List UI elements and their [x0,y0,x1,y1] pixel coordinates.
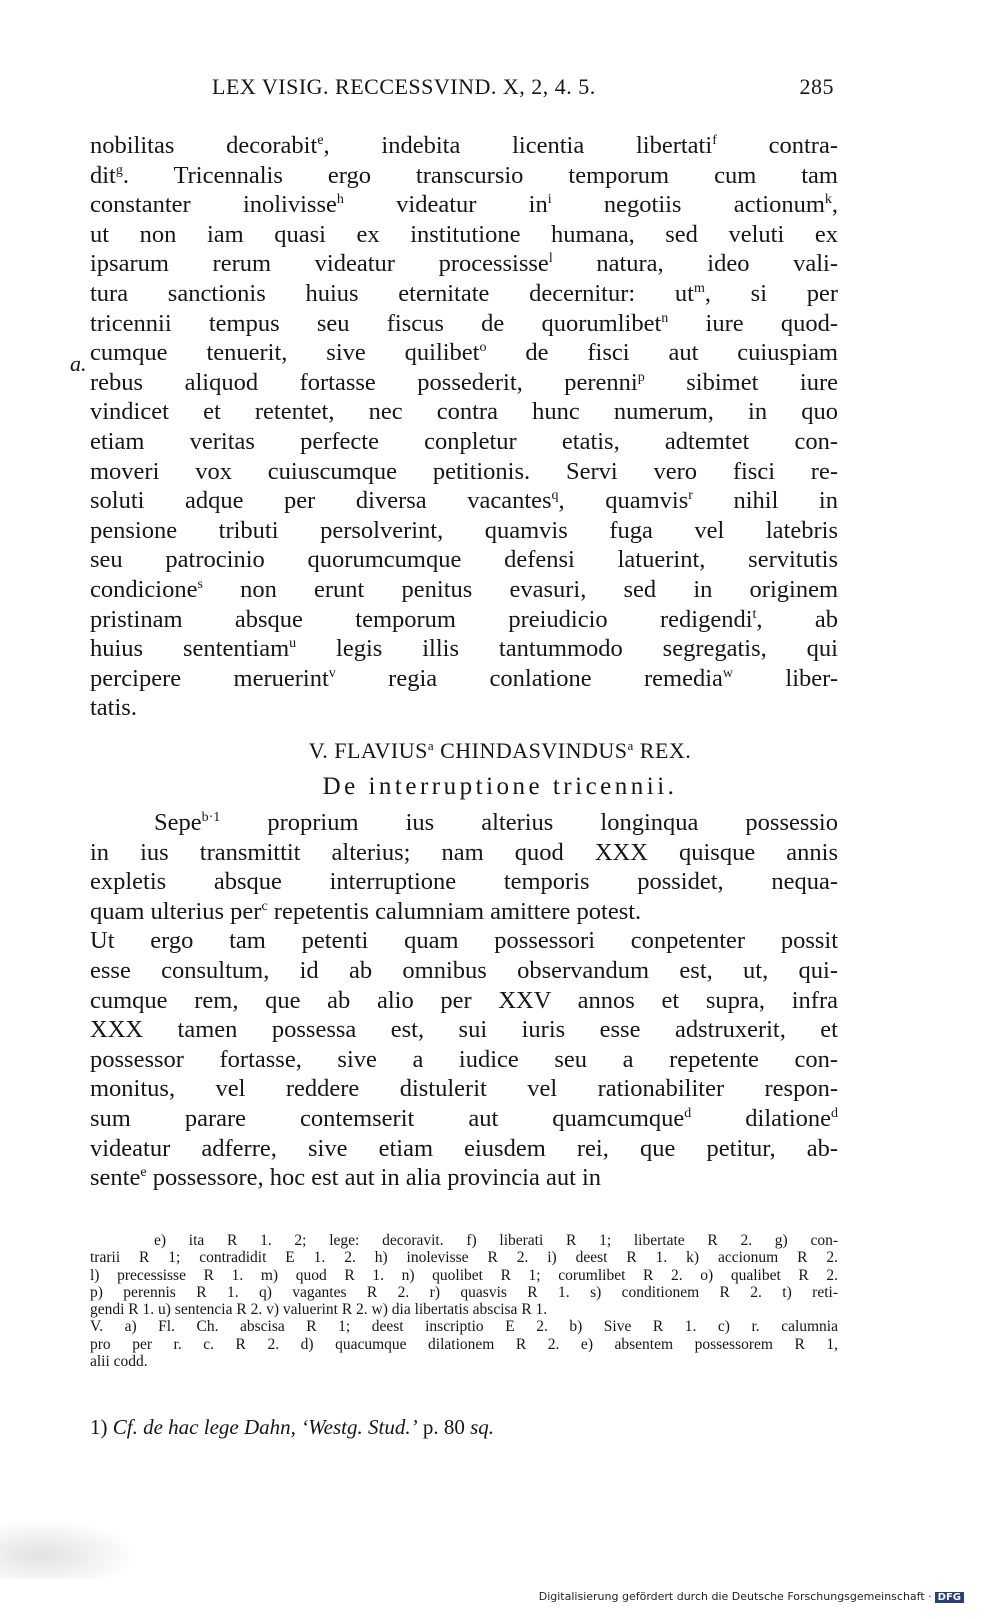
text-line: XXX tamen possessa est, sui iuris esse adstruxerit, et [90,1016,838,1044]
text-line: videatur adferre, sive etiam eiusdem rei, que petitur, ab- [90,1134,838,1162]
text-line: Sepe$^{b\cdot 1}$ proprium ius alterius longinqua possessio [154,809,838,836]
note-line: trarii R 1; contradidit E 1. 2. h) inolevisse R 2. i) deest R 1. k) accionum R 2. [90,1249,838,1267]
margin-marker: a. [70,351,87,376]
text-line: ipsarum rerum videatur processisse$^l$ natura, ideo vali- [90,250,838,278]
note-line: p) perennis R 1. q) vagantes R 2. r) quasvis R 1. s) conditionem R 2. t) reti- [90,1283,838,1301]
digitization-credit [539,1590,964,1603]
text-line: cumque rem, que ab alio per XXV annos et supra, infra [90,986,838,1014]
running-title: LEX VISIG. RECCESSVIND. X, 2, 4. 5. [212,74,596,99]
dfg-logo: DFG [935,1592,964,1603]
text-line: quam ulterius per$^c$ repetentis calumniam amittere potest. [90,897,642,925]
text-line: cumque tenuerit, sive quilibet$^o$ de fisci aut cuiuspiam [90,339,838,367]
text-line: tura sanctionis huius eternitate decernitur: $ut^m$, si per [90,279,838,307]
text-line: condicione$^s$ non erunt penitus evasuri, sed in originem [90,575,838,603]
credit-text: Digitalisierung gefördert durch die Deutsche Forschungsgemeinschaft · [538,1590,932,1603]
footnote: 1) Cf. de hac lege Dahn, ‘Westg. Stud.’ p. 80 sq. [90,1415,495,1439]
note-line: alii codd. [90,1353,148,1371]
text-line: tricennii tempus seu fiscus de quorumlibet$^n$ iure quod- [90,309,838,337]
text-line: percipere meruerint$^v$ regia conlatione remedia$^w$ liber- [90,664,838,692]
text-line: possessor fortasse, sive a iudice seu a repetente con- [90,1045,838,1073]
text-line: constanter inolivisse$^h$ videatur $in^i$ negotiis actionum$^k$, [90,191,839,219]
law-text-section-5 [90,808,838,1193]
text-line: huius sententiam$^u$ legis illis tantummodo segregatis, qui [90,635,838,663]
note-line: gendi R 1. u) sentencia R 2. v) valuerint R 2. w) dia libertatis abscisa R 1. [90,1301,548,1319]
text-line: soluti adque per diversa vacantes$^q$, quamvis$^r$ nihil in [90,487,838,515]
law-text-section-4 [90,131,838,723]
note-line: e) ita R 1. 2; lege: decoravit. f) liberati R 1; libertate R 2. g) con- [154,1232,838,1249]
text-line: in ius transmittit alterius; nam quod XXX quisque annis [90,838,838,866]
text-line: dit$^g$. Tricennalis ergo transcursio temporum cum tam [90,161,838,189]
text-line: esse consultum, id ab omnibus observandum est, ut, qui- [90,956,838,984]
text-line: pensione tributi persolverint, quamvis fuga vel latebris [90,516,838,544]
text-line: sum parare contemserit aut quamcumque$^d$ dilatione$^d$ [90,1104,838,1132]
text-line: rebus aliquod fortasse possederit, perenni$^p$ sibimet iure [90,368,838,396]
text-line: pristinam absque temporum preiudicio redigendi$^t$, ab [90,605,838,633]
scan-smudge [0,1519,140,1579]
law-subtitle: De interruptione tricennii. [322,773,678,800]
note-line: pro per r. c. R 2. d) quacumque dilationem R 2. e) absentem possessorem R 1, [90,1335,838,1353]
text-line: seu patrocinio quorumcumque defensi latuerint, servitutis [90,546,838,574]
text-line: ut non iam quasi ex institutione humana, sed veluti ex [90,220,838,248]
critical-apparatus [90,1232,838,1370]
text-line: moveri vox cuiuscumque petitionis. Servi vero fisci re- [90,457,838,485]
page-number: 285 [799,74,834,99]
running-header [0,74,1000,104]
text-line: nobilitas decorabit$^e$, indebita licentia libertati$^f$ contra- [90,132,839,159]
text-line: vindicet et retentet, nec contra hunc numerum, in quo [90,398,838,426]
text-line: Ut ergo tam petenti quam possessori conpetenter possit [90,927,838,955]
note-line: l) precessisse R 1. m) quod R 1. n) quolibet R 1; corumlibet R 2. o) qualibet R 2. [90,1266,838,1284]
text-line: tatis. [90,694,137,722]
text-line: sente$^e$ possessore, hoc est aut in alia provincia aut in [90,1164,602,1192]
note-line: V. a) Fl. Ch. abscisa R 1; deest inscriptio E 2. b) Sive R 1. c) r. calumnia [90,1318,838,1336]
law-heading: V. FLAVIUS$^a$ CHINDASVINDUS$^a$ REX. [308,738,692,763]
text-line: etiam veritas perfecte conpletur etatis, adtemtet con- [90,427,838,455]
text-line: expletis absque interruptione temporis possidet, nequa- [90,868,838,896]
text-line: monitus, vel reddere distulerit vel rationabiliter respon- [90,1075,838,1103]
